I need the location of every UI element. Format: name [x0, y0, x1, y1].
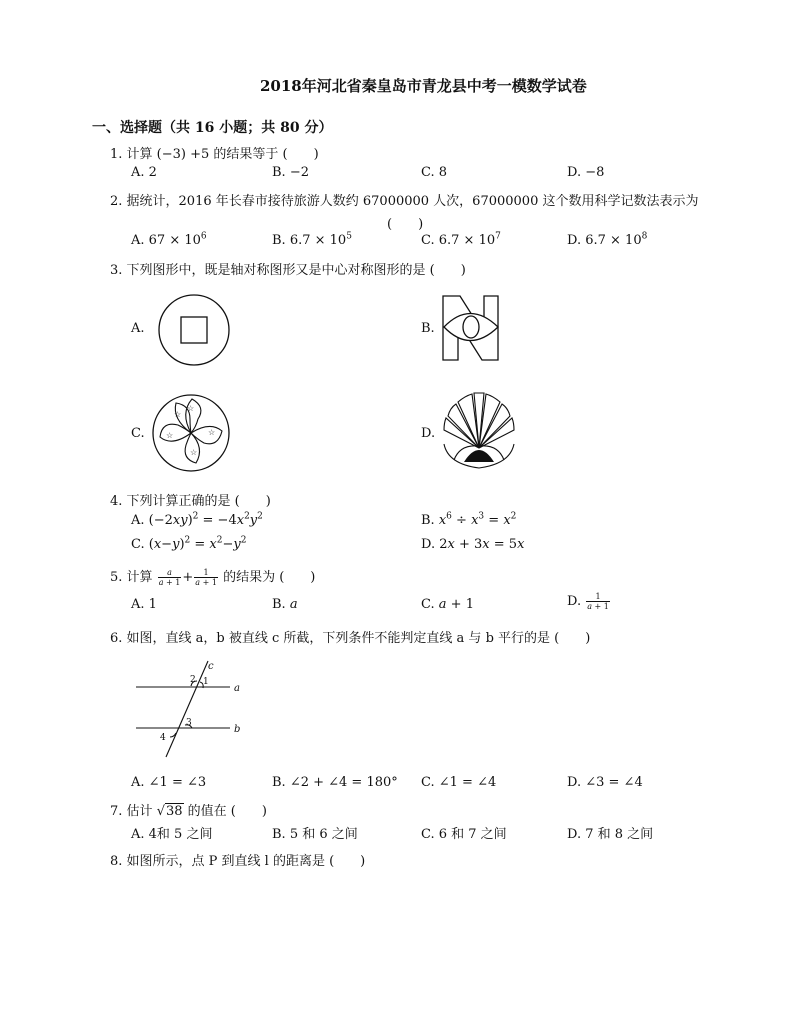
question-6-option-a[interactable]: A. ∠1 = ∠3	[131, 775, 207, 790]
svg-text:☆: ☆	[174, 410, 182, 419]
question-7-option-b[interactable]: B. 5 和 6 之间	[272, 827, 358, 842]
question-5-option-d[interactable]: D. $\frac{1}{a + 1}$	[567, 592, 609, 611]
question-5-option-c-letter: C.	[421, 597, 435, 612]
question-4-stem: 4. 下列计算正确的是 ( )	[110, 494, 271, 509]
question-3-stem: 3. 下列图形中，既是轴对称图形又是中心对称图形的是 ( )	[110, 263, 466, 278]
question-3-option-c[interactable]: C.	[131, 426, 145, 441]
svg-text:☆: ☆	[166, 431, 174, 440]
svg-text:☆: ☆	[190, 448, 198, 457]
page-title: 2018年河北省秦皇岛市青龙县中考一模数学试卷	[260, 77, 587, 95]
question-7-stem-start: 7. 估计	[110, 804, 153, 819]
section-heading: 一、选择题（共 16 小题；共 80 分）	[92, 120, 333, 136]
question-4-option-d[interactable]: D. 2x + 3x = 5x	[421, 537, 525, 552]
question-4-option-c[interactable]: C. $(x-y)^2 = x^2-y^2$	[131, 535, 247, 552]
question-5-stem-end: 的结果为 ( )	[223, 570, 316, 585]
question-6-option-b[interactable]: B. ∠2 + ∠4 = 180°	[272, 775, 398, 790]
label-angle-2: 2	[190, 675, 196, 685]
question-6-option-c[interactable]: C. ∠1 = ∠4	[421, 775, 497, 790]
question-6-stem: 6. 如图，直线 a，b 被直线 c 所截，下列条件不能判定直线 a 与 b 平行的是 ( )	[110, 631, 591, 646]
question-1-option-a[interactable]: A. 2	[131, 165, 157, 180]
label-angle-1: 1	[203, 677, 209, 687]
fraction-a-over-a-plus-1: $\frac{a}{a + 1}$	[158, 568, 181, 587]
label-a: a	[234, 683, 240, 694]
question-6-option-d[interactable]: D. ∠3 = ∠4	[567, 775, 643, 790]
question-2-option-d[interactable]: D. $6.7 \times 10^8$	[567, 231, 648, 248]
fraction-1-over-a-plus-1-option: $\frac{1}{a + 1}$	[587, 592, 609, 611]
sqrt-38: √38	[156, 804, 183, 819]
question-7-stem	[110, 800, 267, 819]
figure-bauhinia-flower	[150, 393, 232, 473]
question-3-option-d[interactable]: D.	[421, 426, 436, 441]
question-2-option-c[interactable]: C. $6.7 \times 10^7$	[421, 231, 501, 248]
question-7-stem-end: 的值在 ( )	[187, 804, 267, 819]
question-5-stem: 5. 计算 $\frac{a}{a + 1}$ + $\frac{1}{a + 1}$ 的结果为 ( )	[110, 568, 316, 587]
question-1-option-c[interactable]: C. 8	[421, 165, 448, 180]
figure-coin-square	[148, 292, 240, 376]
fraction-1-over-a-plus-1: $\frac{1}{a + 1}$	[195, 568, 217, 587]
question-3-option-b[interactable]: B.	[421, 321, 435, 336]
question-3-option-a[interactable]: A.	[131, 321, 145, 336]
question-4-option-a[interactable]: A. $(-2xy)^2 = -4x^2y^2$	[131, 511, 263, 528]
question-5-stem-start: 5. 计算	[110, 570, 153, 585]
question-5-option-a[interactable]: A. 1	[131, 597, 157, 612]
question-7-option-a[interactable]: A. 4和 5 之间	[131, 827, 213, 842]
label-angle-3: 3	[186, 718, 192, 728]
label-c: c	[208, 661, 214, 672]
svg-text:☆: ☆	[187, 404, 195, 413]
question-5-option-b[interactable]: B. a	[272, 597, 298, 612]
label-b: b	[234, 724, 241, 735]
figure-letter-n-eye	[440, 294, 502, 364]
question-7-option-d[interactable]: D. 7 和 8 之间	[567, 827, 654, 842]
figure-sunburst	[440, 390, 518, 472]
question-8-stem: 8. 如图所示，点 P 到直线 l 的距离是 ( )	[110, 854, 366, 869]
question-7-option-c[interactable]: C. 6 和 7 之间	[421, 827, 507, 842]
question-1-stem: 1. 计算 (−3) +5 的结果等于 ( )	[110, 147, 319, 162]
question-2-paren: ( )	[387, 217, 424, 232]
svg-text:☆: ☆	[208, 428, 216, 437]
question-1-option-d[interactable]: D. −8	[567, 165, 605, 180]
question-5-option-c[interactable]: C. a + 1	[421, 597, 474, 612]
question-2-stem: 2. 据统计，2016 年长春市接待旅游人数约 67000000 人次，67000000 这个数用科学记数法表示为	[110, 194, 699, 209]
figure-parallel-lines-transversal	[134, 657, 254, 763]
label-angle-4: 4	[160, 733, 166, 743]
question-1-option-b[interactable]: B. −2	[272, 165, 309, 180]
question-4-option-b[interactable]: B. $x^6 \div x^3 = x^2$	[421, 511, 517, 528]
question-2-option-b[interactable]: B. $6.7 \times 10^5$	[272, 231, 352, 248]
question-2-option-a[interactable]: A. $67 \times 10^6$	[131, 231, 207, 248]
